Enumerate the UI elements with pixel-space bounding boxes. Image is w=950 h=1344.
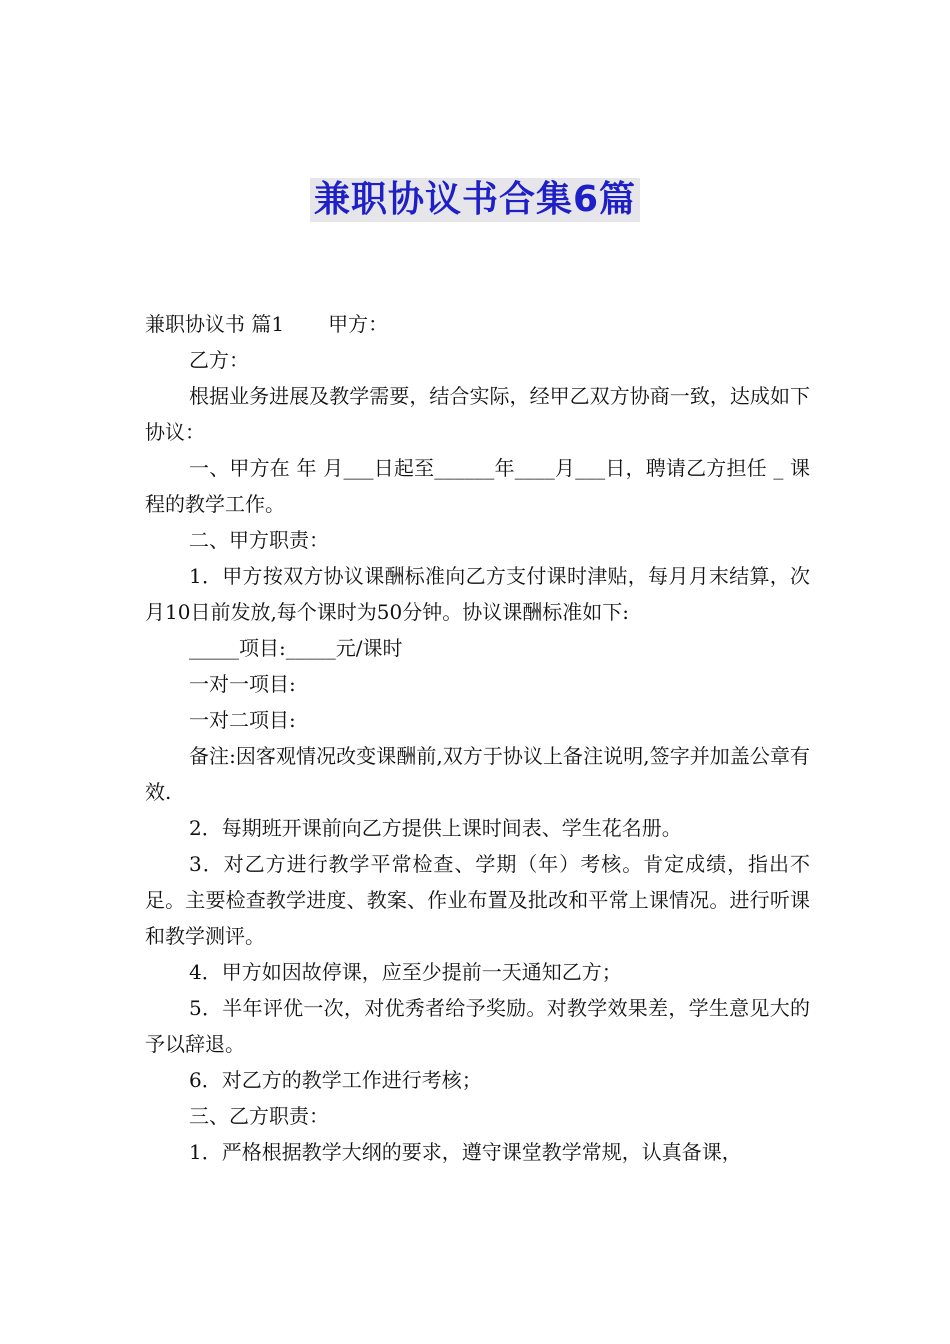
paragraph: _____项目:_____元/课时 (189, 636, 403, 660)
paragraph: 备注:因客观情况改变课酬前,双方于协议上备注说明,签字并加盖公章有效. (145, 744, 810, 804)
document-body (145, 306, 810, 1170)
paragraph: 3．对乙方进行教学平常检查、学期（年）考核。肯定成绩，指出不足。主要检查教学进度、教案、作业布置及批改和平常上课情况。进行听课和教学测评。 (145, 852, 810, 948)
party-a-label: 甲方： (328, 312, 389, 336)
paragraph: 1．严格根据教学大纲的要求，遵守课堂教学常规，认真备课， (189, 1140, 742, 1164)
paragraph: 一、甲方在 年 月___日起至______年____月___日，聘请乙方担任 _ 课程的教学工作。 (145, 456, 810, 516)
paragraph: 一对二项目: (189, 708, 296, 732)
document-title: 兼职协议书合集6篇 (310, 178, 640, 222)
paragraph: 三、乙方职责： (189, 1104, 329, 1128)
title-container (0, 178, 950, 222)
paragraph: 1．甲方按双方协议课酬标准向乙方支付课时津贴，每月月末结算，次月10日前发放,每个课时为50分钟。协议课酬标准如下: (145, 564, 810, 624)
paragraph: 6．对乙方的教学工作进行考核； (189, 1068, 482, 1092)
paragraph: 根据业务进展及教学需要，结合实际，经甲乙双方协商一致，达成如下协议： (145, 384, 810, 444)
paragraph: 4．甲方如因故停课，应至少提前一天通知乙方； (189, 960, 622, 984)
paragraph: 乙方： (189, 348, 249, 372)
part-label: 兼职协议书 篇1 (145, 312, 285, 336)
paragraph: 5．半年评优一次，对优秀者给予奖励。对教学效果差，学生意见大的予以辞退。 (145, 996, 810, 1056)
paragraph: 2．每期班开课前向乙方提供上课时间表、学生花名册。 (189, 816, 682, 840)
part-heading-line (145, 306, 810, 342)
paragraph: 二、甲方职责： (189, 528, 329, 552)
paragraph: 一对一项目: (189, 672, 296, 696)
